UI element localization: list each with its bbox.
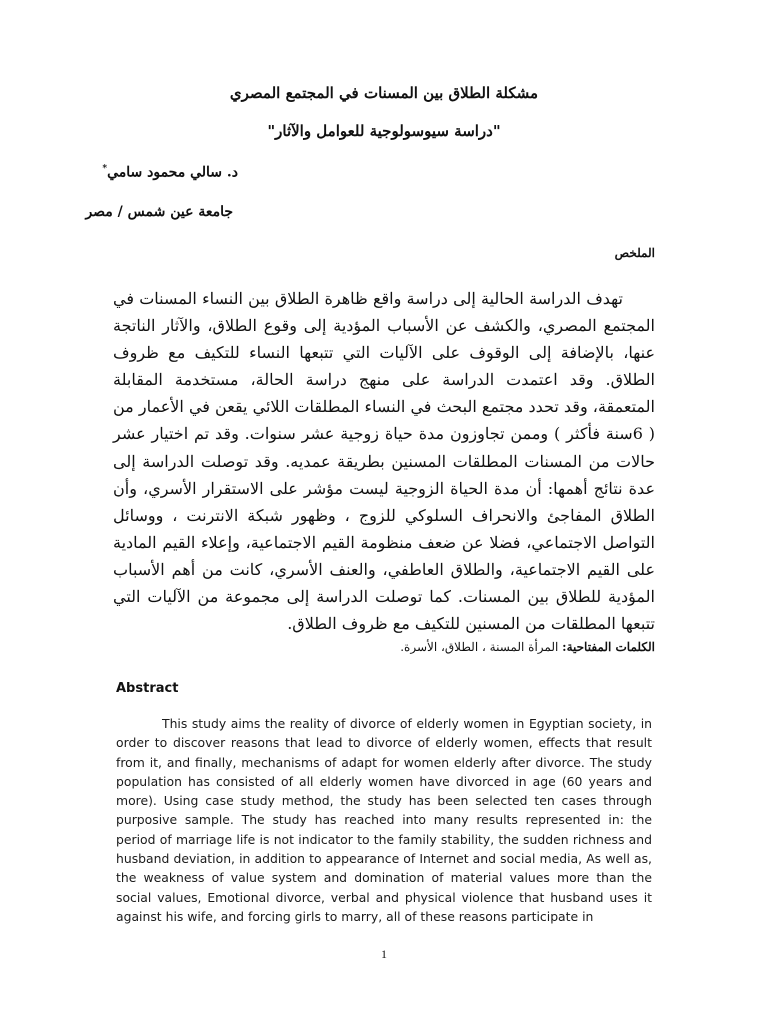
arabic-abstract bbox=[113, 285, 655, 637]
paper-title: مشكلة الطلاق بين المسنات في المجتمع المصري bbox=[229, 84, 539, 102]
english-abstract-paragraph: This study aims the reality of divorce of elderly women in Egyptian society, in order to discover reasons that lead to divorce of elderly women, effects that result from it, and finally, mechanisms of adapt for women elderly after divorce. The study population has consisted of all elderly women have divorced in age (60 years and more). Using case study method, the study has been selected ten cases through purposive sample. The study has reached into many results represented in: the period of marriage life is not indicator to the family stability, the sudden richness and husband deviation, in addition to appearance of Internet and social media, As well as, the weakness of value system and domination of material values more than the social values, Emotional divorce, verbal and physical violence that husband uses it against his wife, and forcing girls to marry, all of these reasons participate in bbox=[116, 716, 652, 924]
arabic-abstract-paragraph: تهدف الدراسة الحالية إلى دراسة واقع ظاهرة الطلاق بين النساء المسنات في المجتمع المصري، والكشف عن الأسباب المؤدية إلى وقوع الطلاق، والآثار الناتجة عنها، بالإضافة إلى الوقوف على الآليات التي تتبعها النساء للتكيف مع ظروف الطلاق. وقد اعتمدت الدراسة على منهج دراسة الحالة، مستخدمة المقابلة المتعمقة، وقد تحدد مجتمع البحث في النساء المطلقات اللائي يقعن في الأعمار من ( 6سنة فأكثر ) وممن تجاوزون مدة حياة زوجية عشر سنوات. وقد تم اختيار عشر حالات من المسنات المطلقات المسنين بطريقة عمديه. وقد توصلت الدراسة إلى عدة نتائج أهمها: أن مدة الحياة الزوجية ليست مؤشر على الاستقرار الأسري، وأن الطلاق المفاجئ والانحراف السلوكي للزوج ، وظهور شبكة الانترنت ، ووسائل التواصل الاجتماعي، فضلا عن ضعف منظومة القيم الاجتماعية، وإعلاء القيم المادية على القيم الاجتماعية، والطلاق العاطفي، والعنف الأسري، كانت من أهم الأسباب المؤدية للطلاق بين المسنات. كما توصلت الدراسة إلى مجموعة من الآليات التي تتبعها المطلقات من المسنين للتكيف مع ظروف الطلاق. bbox=[113, 289, 656, 634]
keywords bbox=[400, 640, 655, 654]
author-affiliation: جامعة عين شمس / مصر bbox=[85, 204, 233, 220]
page-number: 1 bbox=[381, 947, 387, 961]
english-abstract bbox=[116, 714, 652, 926]
paper-subtitle: "دراسة سيوسولوجية للعوامل والآثار" bbox=[267, 122, 501, 140]
author-name bbox=[102, 164, 238, 181]
author-name-text: د. سالي محمود سامي bbox=[107, 164, 238, 181]
author-footnote-mark: * bbox=[102, 164, 108, 174]
arabic-abstract-heading: الملخص bbox=[614, 246, 655, 260]
keywords-text: المرأة المسنة ، الطلاق، الأسرة. bbox=[400, 640, 563, 654]
english-abstract-heading: Abstract bbox=[116, 681, 179, 696]
keywords-label: الكلمات المفتاحية: bbox=[562, 640, 655, 654]
